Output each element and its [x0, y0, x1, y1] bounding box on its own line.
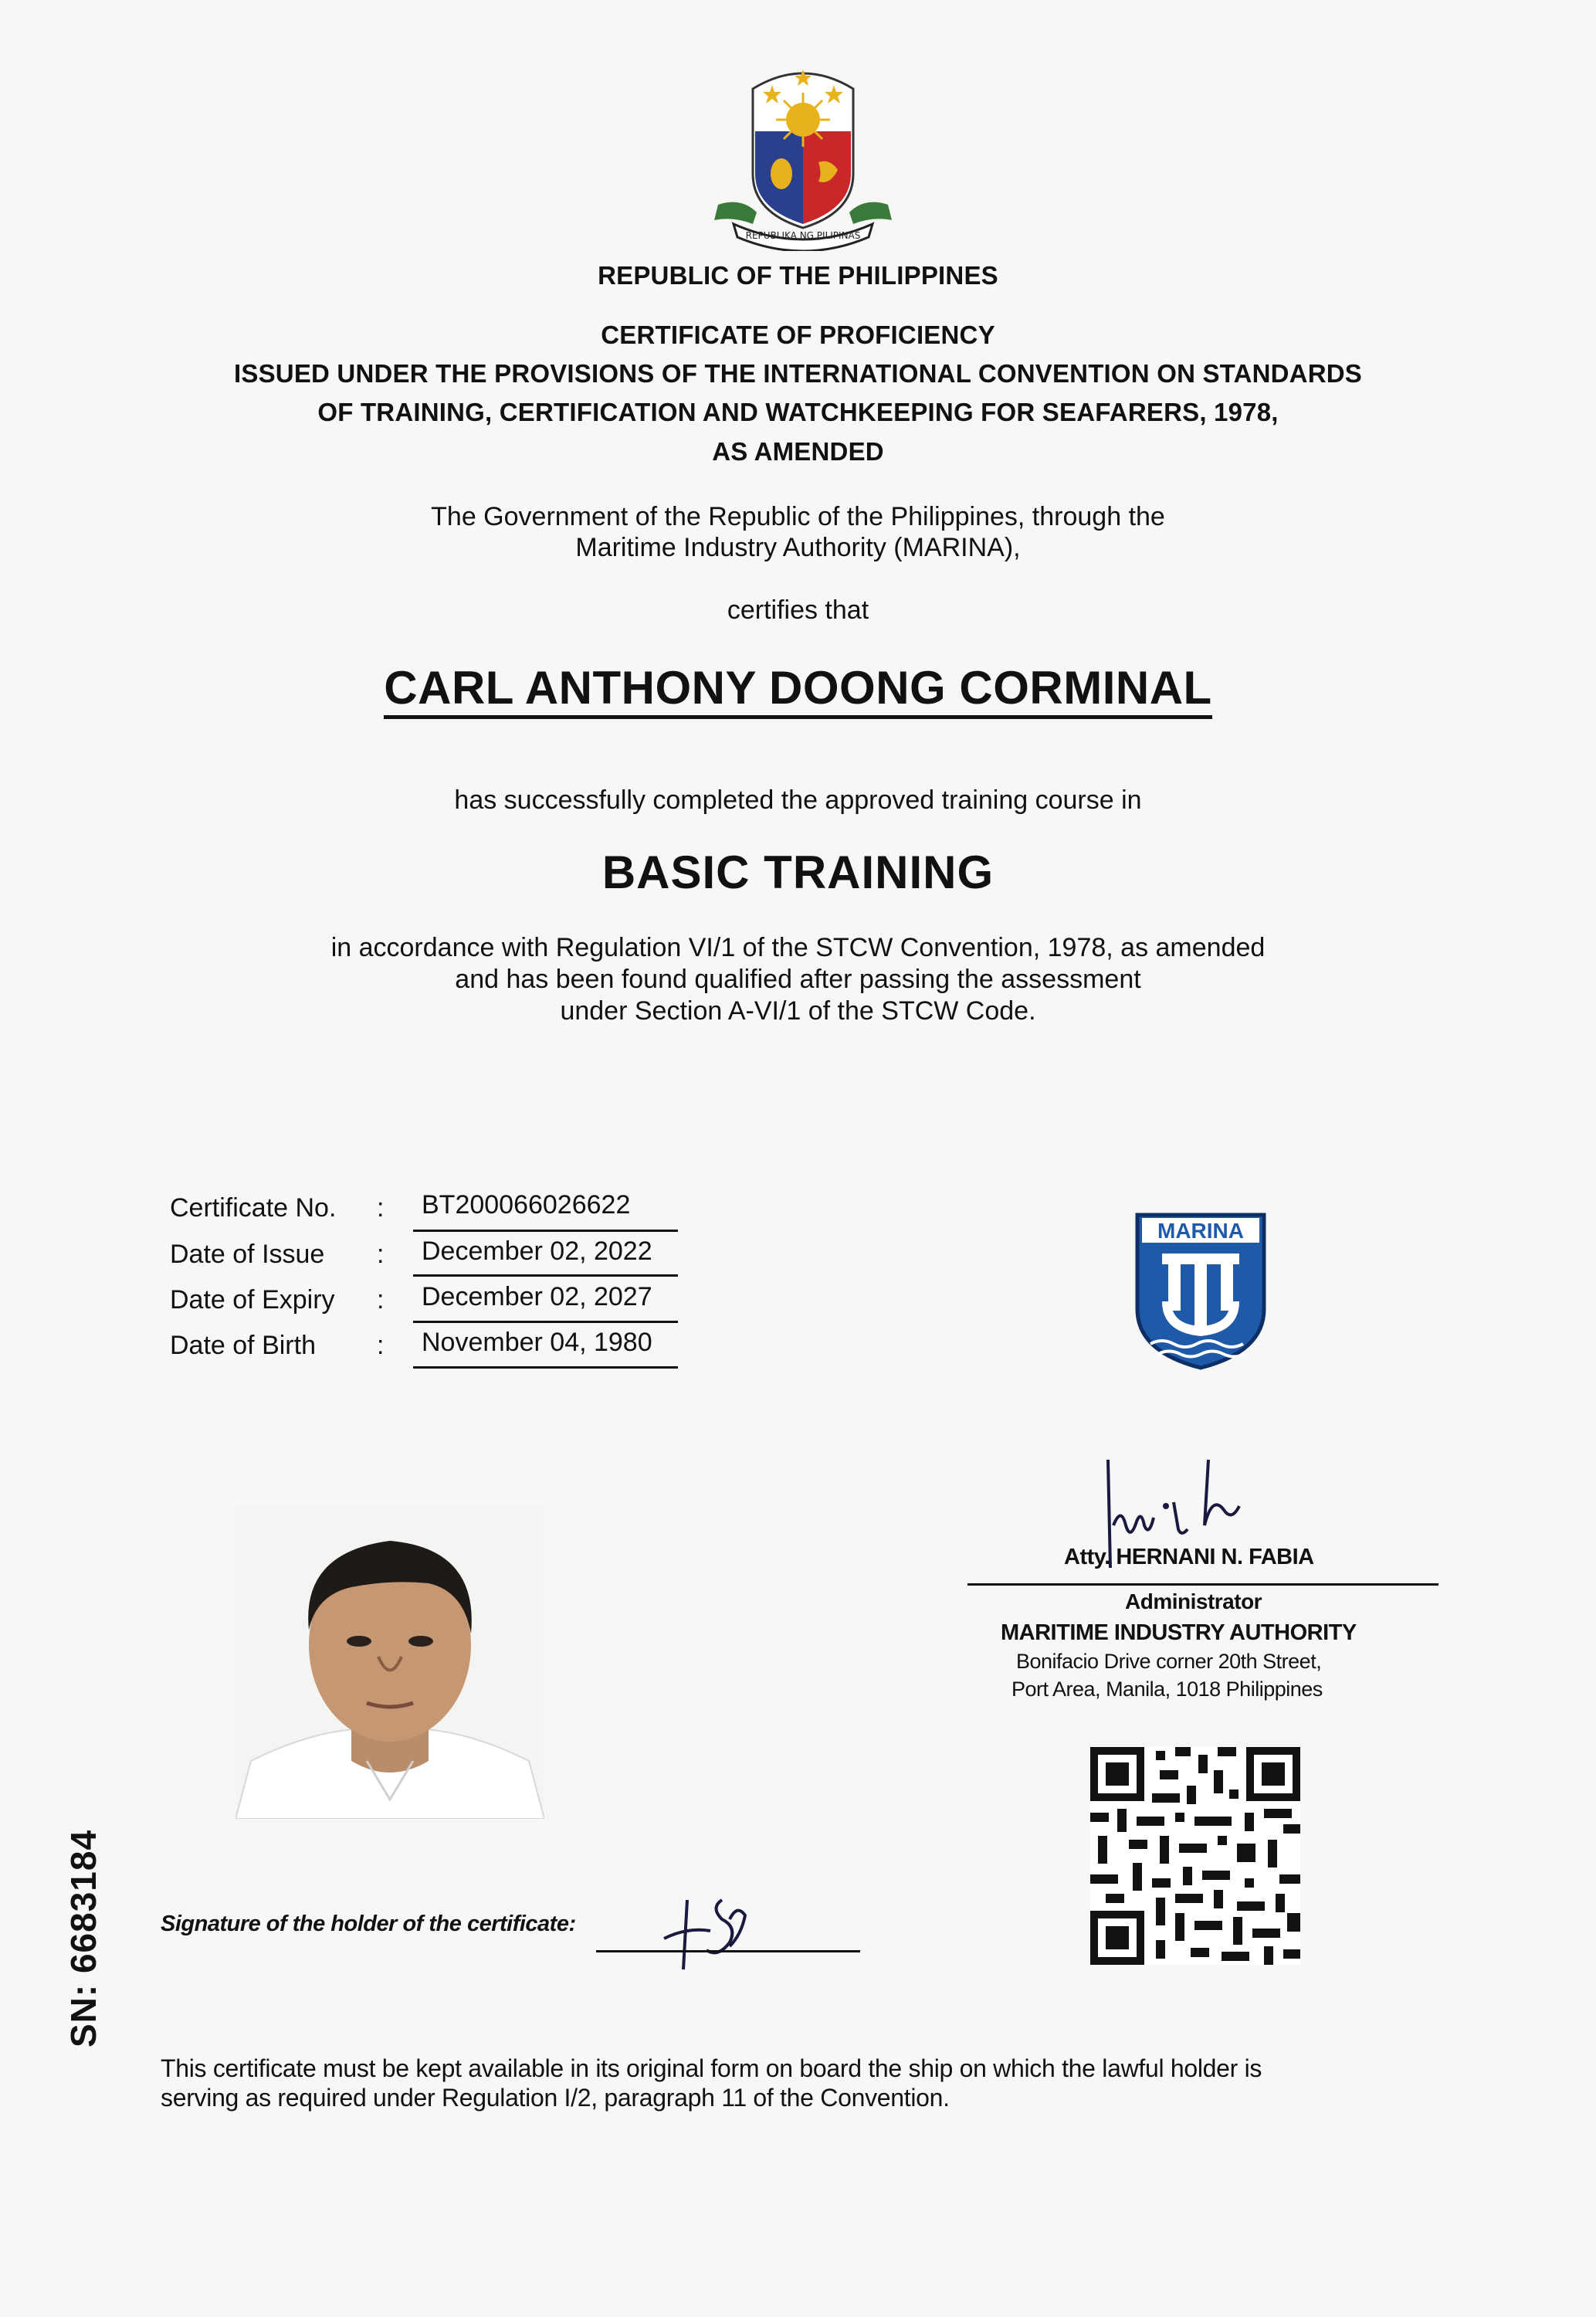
provisions-line-1: ISSUED UNDER THE PROVISIONS OF THE INTERNATIONAL CONVENTION ON STANDARDS — [234, 359, 1362, 388]
administrator-signature-line — [967, 1583, 1438, 1586]
certifies-that-text: certifies that — [727, 595, 869, 625]
certificate-number-label: Certificate No. — [170, 1193, 337, 1223]
holder-signature-line — [596, 1950, 860, 1952]
holder-name-block — [0, 663, 1596, 719]
provisions-line-3: AS AMENDED — [712, 437, 884, 466]
regulation-line-2: and has been found qualified after passing the assessment — [455, 965, 1141, 994]
course-name: BASIC TRAINING — [601, 846, 995, 898]
holder-name: CARL ANTHONY DOONG CORMINAL — [384, 663, 1211, 719]
footer-line-2: serving as required under Regulation I/2, paragraph 11 of the Convention. — [161, 2084, 950, 2112]
country-heading: REPUBLIC OF THE PHILIPPINES — [598, 261, 998, 290]
underline — [413, 1230, 678, 1232]
underline — [413, 1366, 678, 1369]
underline — [413, 1321, 678, 1323]
agency-address-line-2: Port Area, Manila, 1018 Philippines — [1011, 1678, 1323, 1701]
date-of-birth-value: November 04, 1980 — [422, 1328, 652, 1357]
separator-colon: : — [377, 1331, 385, 1360]
separator-colon: : — [377, 1285, 385, 1315]
date-of-issue-label: Date of Issue — [170, 1240, 325, 1269]
date-of-expiry-label: Date of Expiry — [170, 1285, 335, 1315]
holder-photo — [236, 1506, 544, 1819]
footer-line-1: This certificate must be kept available in its original form on board the ship on which the lawful holder is — [161, 2054, 1262, 2082]
agency-name: MARITIME INDUSTRY AUTHORITY — [1001, 1620, 1357, 1645]
certificate-number-value: BT200066026622 — [422, 1190, 631, 1220]
agency-address-line-1: Bonifacio Drive corner 20th Street, — [1016, 1650, 1322, 1673]
completed-course-text: has successfully completed the approved training course in — [454, 785, 1142, 815]
date-of-issue-value: December 02, 2022 — [422, 1237, 652, 1266]
underline — [413, 1274, 678, 1277]
date-of-birth-label: Date of Birth — [170, 1331, 316, 1360]
svg-text:REPUBLIKA NG PILIPINAS: REPUBLIKA NG PILIPINAS — [745, 230, 861, 241]
marina-logo-text: MARINA — [1157, 1219, 1244, 1243]
holder-signature-label: Signature of the holder of the certificate: — [161, 1912, 576, 1936]
regulation-line-3: under Section A-VI/1 of the STCW Code. — [560, 996, 1036, 1026]
regulation-line-1: in accordance with Regulation VI/1 of the STCW Convention, 1978, as amended — [330, 933, 1266, 962]
qr-code — [1090, 1747, 1300, 1965]
holder-signature — [656, 1884, 764, 1977]
intro-line-2: Maritime Industry Authority (MARINA), — [575, 533, 1021, 562]
administrator-title: Administrator — [1125, 1589, 1262, 1613]
philippine-coat-of-arms-seal — [710, 58, 896, 251]
intro-line-1: The Government of the Republic of the Philippines, through the — [431, 502, 1165, 531]
marina-logo — [1131, 1209, 1270, 1372]
provisions-line-2: OF TRAINING, CERTIFICATION AND WATCHKEEPING FOR SEAFARERS, 1978, — [317, 398, 1279, 426]
certificate-type-heading: CERTIFICATE OF PROFICIENCY — [601, 321, 995, 349]
separator-colon: : — [377, 1240, 385, 1269]
separator-colon: : — [377, 1193, 385, 1223]
date-of-expiry-value: December 02, 2027 — [422, 1282, 652, 1311]
serial-number: SN: 6683184 — [63, 1829, 103, 2048]
administrator-name: Atty. HERNANI N. FABIA — [1064, 1545, 1314, 1569]
